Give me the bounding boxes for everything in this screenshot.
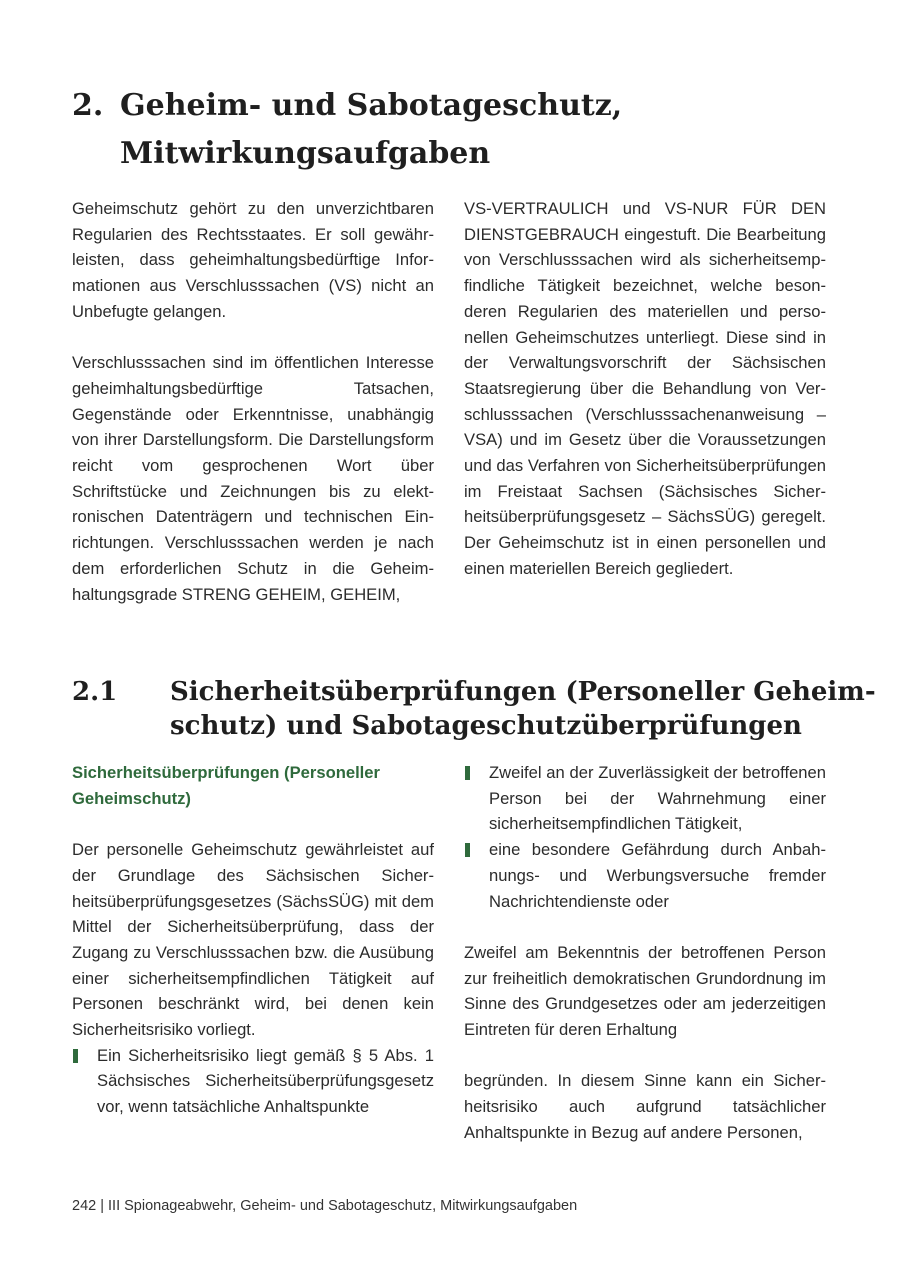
page-footer: 242 | III Spionageabwehr, Geheim- und Sabotageschutz, Mitwirkungsaufgaben — [72, 1198, 578, 1214]
section2-left-column — [72, 760, 434, 1120]
section-title-line1: Sicherheitsüberprüfungen (Personeller Geheim- — [170, 677, 876, 707]
subheading: Sicherheitsüberprüfungen (Personeller Geheimschutz) — [72, 763, 380, 808]
section-number: 2.1 — [72, 677, 118, 707]
section2-right-column — [464, 760, 826, 1146]
paragraph: VS-VERTRAULICH und VS-NUR FÜR DEN DIENSTGEBRAUCH eingestuft. Die Bearbeitung von Verschlusssachen wird als sicherheitsempfindliche Tätigkeit bezeichnet, welche besonderen Regularien des materiellen und personellen Geheimschutzes unterliegt. Diese sind in der Verwaltungsvorschrift der Sächsischen Staatsregierung über die Behandlung von Verschlusssachen (Verschlusssachenanweisung – VSA) und im Gesetz über die Voraussetzungen und das Verfahren von Sicherheitsüberprüfungen im Freistaat Sachsen (Sächsisches Sicherheitsüberprüfungsgesetz – SächsSÜG) geregelt. Der Geheimschutz ist in einen personellen und einen materiellen Bereich gegliedert. — [464, 199, 826, 578]
paragraph: Zweifel am Bekenntnis der betroffenen Person zur freiheitlich demokratischen Grundordnung im Sinne des Grundgesetzes oder am jederzeitigen Eintreten für deren Erhaltung — [464, 942, 826, 1040]
list-item-text: Ein Sicherheitsrisiko liegt gemäß § 5 Abs. 1 Sächsisches Sicherheitsüberprüfungsgesetz vor, wenn tatsächliche Anhaltspunkte — [97, 1045, 434, 1117]
bullet-marker-icon — [465, 843, 470, 857]
bullet-marker-icon — [73, 1049, 78, 1063]
list-item-text: eine besondere Gefährdung durch Anbahnungs- und Werbungsversuche fremder Nachrichtendienste oder — [489, 840, 826, 911]
chapter-title-line1: Geheim- und Sabotageschutz, — [120, 88, 623, 123]
paragraph: Geheimschutz gehört zu den unverzichtbaren Regularien des Rechtsstaates. Er soll gewährleisten, dass geheimhaltungsbedürftige Informationen aus Verschlusssachen (VS) nicht an Unbefugte gelangen. — [72, 199, 434, 321]
list-item — [464, 760, 826, 837]
paragraph: Verschlusssachen sind im öffentlichen Interesse geheimhaltungsbedürftige Tatsachen, Gegenstände oder Erkenntnisse, unabhängig von ihrer Darstellungsform. Die Darstellungsform reicht vom gesprochenen Wort über Schriftstücke und Zeichnungen bis zu elektronischen Datenträgern und technischen Einrichtungen. Verschlusssachen werden je nach dem erforderlichen Schutz in die Geheimhaltungsgrade STRENG GEHEIM, GEHEIM, — [72, 353, 434, 604]
list-item — [464, 837, 826, 914]
bullet-marker-icon — [465, 766, 470, 780]
chapter-number: 2. — [72, 88, 104, 123]
section1-right-column — [464, 196, 826, 582]
section-title-line2: schutz) und Sabotageschutzüberprüfungen — [170, 711, 802, 741]
paragraph: Der personelle Geheimschutz gewährleistet auf der Grundlage des Sächsischen Sicherheitsüberprüfungsgesetzes (SächsSÜG) mit dem Mittel der Sicherheitsüberprüfung, dass der Zugang zu Verschlusssachen bzw. die Ausübung einer sicherheitsempfindlichen Tätigkeit auf Personen beschränkt wird, bei denen kein Sicherheitsrisiko vorliegt. — [72, 840, 434, 1040]
section1-left-column — [72, 196, 434, 607]
list-item-text: Zweifel an der Zuverlässigkeit der betroffenen Person bei der Wahrnehmung einer sicherheitsempfindlichen Tätigkeit, — [489, 763, 826, 834]
paragraph: begründen. In diesem Sinne kann ein Sicherheitsrisiko auch aufgrund tatsächlicher Anhaltspunkte in Bezug auf andere Personen, — [464, 1071, 826, 1142]
list-item — [72, 1043, 434, 1120]
chapter-title-line2: Mitwirkungsaufgaben — [120, 136, 491, 171]
